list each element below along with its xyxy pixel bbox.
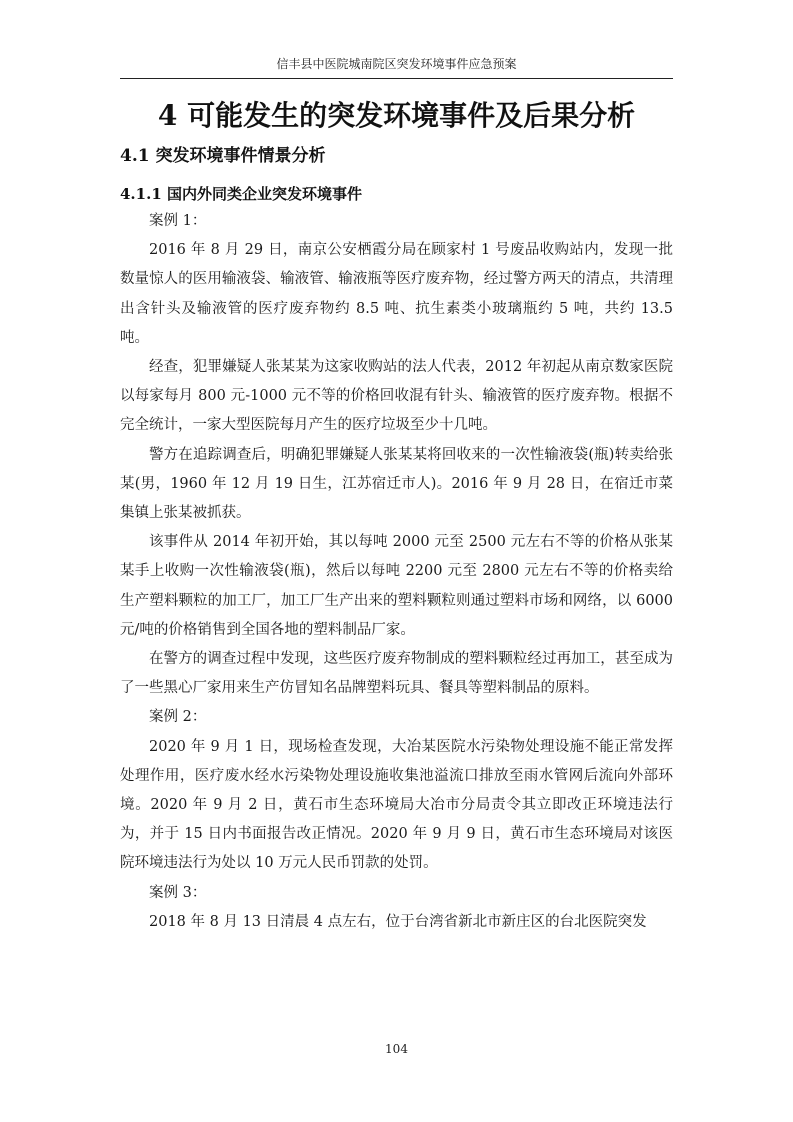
- body-text: [120, 207, 673, 937]
- subsection-title: 4.1.1 国内外同类企业突发环境事件: [120, 185, 362, 203]
- paragraph: 经查，犯罪嫌疑人张某某为这家收购站的法人代表，2012 年初起从南京数家医院以每家每月 800 元-1000 元不等的价格回收混有针头、输液管的医疗废弃物。根据不完全统计，一家大型医院每月产生的医疗垃圾至少十几吨。: [120, 359, 673, 434]
- case-label-2: 案例 2：: [149, 709, 207, 726]
- paragraph: 该事件从 2014 年初开始，其以每吨 2000 元至 2500 元左右不等的价格从张某某手上收购一次性输液袋(瓶)，然后以每吨 2200 元至 2800 元左右不等的价格卖给生产塑料颗粒的加工厂，加工厂生产出来的塑料颗粒则通过塑料市场和网络，以 6000 元/吨的价格销售到全国各地的塑料制品厂家。: [120, 534, 673, 638]
- section-title: 4.1 突发环境事件情景分析: [120, 146, 326, 166]
- page-title: 4 可能发生的突发环境事件及后果分析: [157, 99, 636, 132]
- running-header: 信丰县中医院城南院区突发环境事件应急预案: [120, 56, 673, 79]
- paragraph: 2018 年 8 月 13 日清晨 4 点左右，位于台湾省新北市新庄区的台北医院突发: [149, 913, 647, 930]
- case-label-1: 案例 1：: [149, 213, 207, 229]
- paragraph: 在警方的调查过程中发现，这些医疗废弃物制成的塑料颗粒经过再加工，甚至成为了一些黑心厂家用来生产仿冒知名品牌塑料玩具、餐具等塑料制品的原料。: [120, 651, 673, 697]
- page-number: 104: [385, 1042, 408, 1056]
- case-label-3: 案例 3：: [149, 884, 207, 901]
- paragraph: 警方在追踪调查后，明确犯罪嫌疑人张某某将回收来的一次性输液袋(瓶)转卖给张某(男，1960 年 12 月 19 日生，江苏宿迁市人)。2016 年 9 月 28 日，在宿迁市菜集镇上张某被抓获。: [120, 446, 673, 522]
- paragraph: 2020 年 9 月 1 日，现场检查发现，大冶某医院水污染物处理设施不能正常发挥处理作用，医疗废水经水污染物处理设施收集池溢流口排放至雨水管网后流向外部环境。2020 年 9 月 2 日，黄石市生态环境局大冶市分局责令其立即改正环境违法行为，并于 15 日内书面报告改正情况。2020 年 9 月 9 日，黄石市生态环境局对该医院环境违法行为处以 10 万元人民币罚款的处罚。: [120, 738, 673, 872]
- paragraph: 2016 年 8 月 29 日，南京公安栖霞分局在顾家村 1 号废品收购站内，发现一批数量惊人的医用输液袋、输液管、输液瓶等医疗废弃物，经过警方两天的清点，共清理出含针头及输液管的医疗废弃物约 8.5 吨、抗生素类小玻璃瓶约 5 吨，共约 13.5 吨。: [120, 242, 673, 346]
